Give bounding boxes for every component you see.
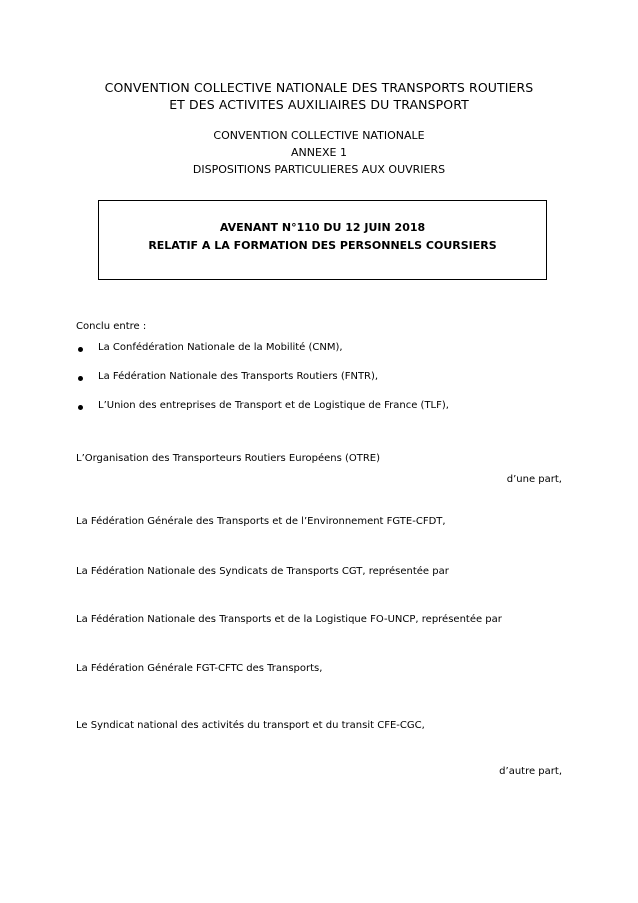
bullet-icon — [78, 376, 83, 381]
employer-org-cnm: La Confédération Nationale de la Mobilité (CNM), — [98, 342, 343, 353]
bullet-icon — [78, 405, 83, 410]
amendment-title-box — [98, 200, 547, 280]
union-cfe-cgc: Le Syndicat national des activités du transport et du transit CFE-CGC, — [76, 720, 425, 731]
first-party-label: d’une part, — [506, 474, 562, 485]
union-cgt: La Fédération Nationale des Syndicats de Transports CGT, représentée par — [76, 566, 449, 577]
annex-label: ANNEXE 1 — [291, 146, 347, 159]
union-fgte-cfdt: La Fédération Générale des Transports et de l’Environnement FGTE-CFDT, — [76, 516, 446, 527]
employer-org-tlf: L’Union des entreprises de Transport et de Logistique de France (TLF), — [98, 400, 449, 411]
bullet-icon — [78, 347, 83, 352]
employer-org-fntr: La Fédération Nationale des Transports Routiers (FNTR), — [98, 371, 379, 382]
second-party-label: d’autre part, — [499, 766, 562, 777]
union-fo-uncp: La Fédération Nationale des Transports et de la Logistique FO-UNCP, représentée par — [76, 614, 502, 625]
convention-subtitle: CONVENTION COLLECTIVE NATIONALE — [213, 129, 425, 142]
document-title-line-2: ET DES ACTIVITES AUXILIAIRES DU TRANSPORT — [169, 97, 469, 112]
annex-subject: DISPOSITIONS PARTICULIERES AUX OUVRIERS — [192, 163, 446, 176]
document-title-line-1: CONVENTION COLLECTIVE NATIONALE DES TRANSPORTS ROUTIERS — [104, 80, 534, 95]
amendment-subject: RELATIF A LA FORMATION DES PERSONNELS COURSIERS — [148, 239, 497, 252]
concluded-between-label: Conclu entre : — [76, 321, 147, 332]
union-fgt-cftc: La Fédération Générale FGT-CFTC des Transports, — [76, 663, 323, 674]
employer-org-otre: L’Organisation des Transporteurs Routiers Européens (OTRE) — [76, 453, 381, 464]
amendment-number: AVENANT N°110 DU 12 JUIN 2018 — [219, 221, 426, 234]
